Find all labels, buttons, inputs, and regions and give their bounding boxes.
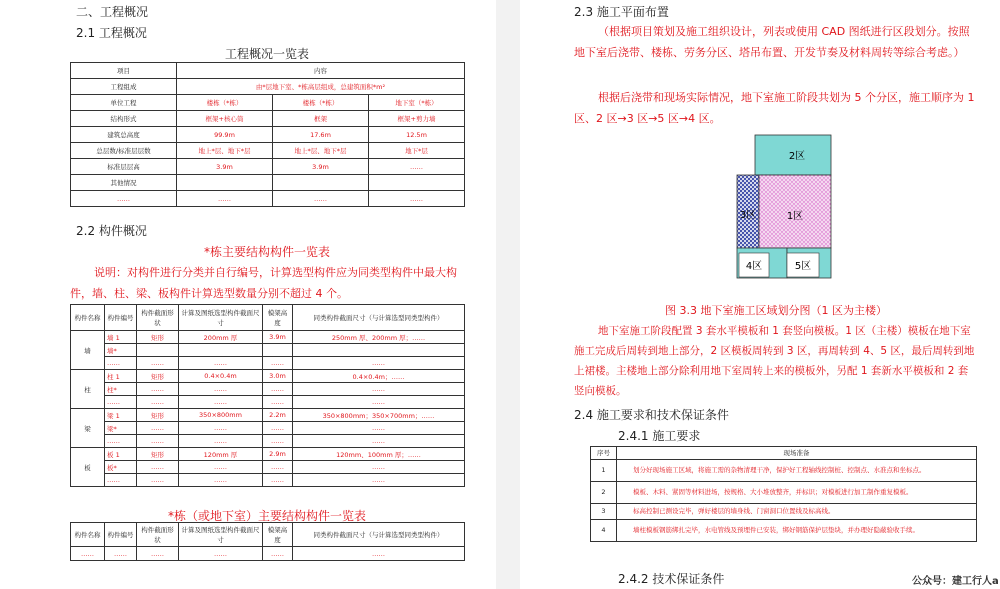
table-cell: 矩形 xyxy=(137,409,179,422)
construction-requirements-table xyxy=(590,446,977,542)
page-gutter xyxy=(496,0,520,589)
structural-members-table xyxy=(70,304,465,487)
table-cell: …… xyxy=(105,357,137,370)
table-cell: …… xyxy=(179,383,263,396)
section-heading: 二、工程概况 xyxy=(76,5,149,19)
table-row: 建筑总高度 99.9m 17.6m 12.5m xyxy=(71,127,465,143)
table-cell: …… xyxy=(179,435,263,448)
table-row xyxy=(71,461,465,474)
table-cell: …… xyxy=(105,396,137,409)
table-cell: …… xyxy=(137,422,179,435)
table-cell: …… xyxy=(263,474,293,487)
table-cell: 200mm 厚 xyxy=(179,331,263,344)
zone-label: 5区 xyxy=(794,261,812,272)
subsection-heading: 2.4.1 施工要求 xyxy=(618,429,701,443)
table-cell: 柱 1 xyxy=(105,370,137,383)
note-paragraph: 说明：对构件进行分类并自行编号，计算选型构件应为同类型构件中最大构件，墙、柱、梁、板构件计算选型数量分别不超过 4 个。 xyxy=(70,266,457,300)
table-cell: 矩形 xyxy=(137,331,179,344)
paragraph: 根据后浇带和现场实际情况，地下室施工阶段共划为 5 个分区，施工顺序为 1 区、2 区→3 区→5 区→4 区。 xyxy=(574,91,975,125)
table-cell: …… xyxy=(137,435,179,448)
table-cell: 3.0m xyxy=(263,370,293,383)
table-cell: 梁* xyxy=(105,422,137,435)
member-type-cell: 柱 xyxy=(71,370,105,409)
table-cell: 2.2m xyxy=(263,409,293,422)
table-cell: 板* xyxy=(105,461,137,474)
table-cell: …… xyxy=(179,474,263,487)
table-row xyxy=(71,409,465,422)
table-cell: …… xyxy=(263,435,293,448)
member-type-cell: 板 xyxy=(71,448,105,487)
zone-label: 1区 xyxy=(786,211,804,222)
table-row: 标准层层高 3.9m 3.9m …… xyxy=(71,159,465,175)
project-overview-table xyxy=(70,62,465,207)
table-cell: …… xyxy=(263,383,293,396)
table-cell: …… xyxy=(263,357,293,370)
table-row xyxy=(71,331,465,344)
table-title: 工程概况一览表 xyxy=(224,47,309,61)
table-row xyxy=(71,435,465,448)
table-cell: 柱* xyxy=(105,383,137,396)
table-header-row: 序号 现场准备 xyxy=(591,447,977,460)
table-cell xyxy=(137,344,179,357)
table-row xyxy=(71,383,465,396)
table-row: 结构形式 框架+核心筒 框架 框架+剪力墙 xyxy=(71,111,465,127)
table-cell: …… xyxy=(105,474,137,487)
table-cell: 350×800mm xyxy=(179,409,263,422)
table-row xyxy=(71,344,465,357)
member-type-cell: 墙 xyxy=(71,331,105,370)
table-cell: 墙 1 xyxy=(105,331,137,344)
table-cell: …… xyxy=(263,461,293,474)
table-row xyxy=(71,396,465,409)
table-cell: …… xyxy=(293,383,465,396)
table-row xyxy=(71,422,465,435)
section-heading: 2.4 施工要求和技术保证条件 xyxy=(574,408,729,422)
member-type-cell: 梁 xyxy=(71,409,105,448)
table-cell: 120mm、100mm 厚；…… xyxy=(293,448,465,461)
table-row: 其他情况 xyxy=(71,175,465,191)
section-heading: 2.2 构件概况 xyxy=(76,224,147,238)
table-cell: 梁 1 xyxy=(105,409,137,422)
table-cell: 2.9m xyxy=(263,448,293,461)
table-cell: …… xyxy=(293,435,465,448)
table-row: 2 模板、木料、紧固等材料进场，按规格、大小堆放整齐，并标识；对模板进行加工制作重复模板。 xyxy=(591,482,977,504)
table-cell: …… xyxy=(137,461,179,474)
document-page-left xyxy=(0,0,496,589)
table-cell: 350×800mm；350×700mm；…… xyxy=(293,409,465,422)
table-row xyxy=(71,448,465,461)
section-heading: 2.3 施工平面布置 xyxy=(574,5,669,19)
table-row: 工程组成 由*层地下室、*栋高层组成，总建筑面积*m² xyxy=(71,79,465,95)
table-cell: …… xyxy=(137,357,179,370)
table-cell: …… xyxy=(179,461,263,474)
paragraph: 地下室施工阶段配置 3 套水平模板和 1 套竖向模板。1 区（主楼）模板在地下室施工完成后周转到地上部分，2 区模板周转到 3 区，再周转到 4、5 区，最后周转到地上裙楼。主楼地上部分除利用地下室周转上来的模板外，另配 1 套新水平模板和 2 套竖向模板。 xyxy=(574,325,975,397)
table-row xyxy=(71,370,465,383)
table-cell xyxy=(263,344,293,357)
table-header-row: 项目 内容 xyxy=(71,63,465,79)
table-row: …… …… …… …… …… …… xyxy=(71,547,465,561)
table-row: 4 墙柱模板钢筋绑扎完毕，水电管线及预埋件已安装，绑好钢筋保护层垫块，并办理好隐蔽验收手续。 xyxy=(591,520,977,542)
table-title: *栋主要结构构件一览表 xyxy=(203,245,330,259)
table-cell: …… xyxy=(179,422,263,435)
table-row xyxy=(71,357,465,370)
table-cell: …… xyxy=(263,422,293,435)
table-cell xyxy=(293,344,465,357)
table-cell: …… xyxy=(293,422,465,435)
zone-division-diagram xyxy=(735,133,835,283)
table-cell: …… xyxy=(293,474,465,487)
table-cell: 矩形 xyxy=(137,448,179,461)
table-cell: 3.9m xyxy=(263,331,293,344)
table-header-row: 构件名称 构件编号 构件截面形状 计算及图纸选型构件截面尺寸 模架高度 同类构件截面尺寸（与计算选型同类型构件） xyxy=(71,523,465,547)
table-cell: …… xyxy=(293,461,465,474)
table-title: *栋（或地下室）主要结构构件一览表 xyxy=(167,509,366,523)
table-cell xyxy=(179,344,263,357)
table-row: …… …… …… …… xyxy=(71,191,465,207)
table-cell: 250mm 厚、200mm 厚；…… xyxy=(293,331,465,344)
table-cell: 矩形 xyxy=(137,370,179,383)
table-row: 3 标高控制已测设完毕，弹好楼层的墙身线、门窗洞口位置线及标高线。 xyxy=(591,504,977,520)
document-page-right xyxy=(520,0,1000,589)
subsection-heading: 2.4.2 技术保证条件 xyxy=(618,572,725,586)
table-cell: 墙* xyxy=(105,344,137,357)
figure-caption: 图 3.3 地下室施工区域划分图（1 区为主楼） xyxy=(665,304,887,317)
table-cell: 120mm 厚 xyxy=(179,448,263,461)
structural-members-table-2 xyxy=(70,522,465,561)
table-cell: …… xyxy=(293,396,465,409)
table-cell: 0.4×0.4m；…… xyxy=(293,370,465,383)
section-heading: 2.1 工程概况 xyxy=(76,26,147,40)
zone-label: 2区 xyxy=(788,151,806,162)
table-cell: …… xyxy=(179,396,263,409)
table-row: 1 划分好现场施工区域，将施工需的杂物清理干净，保护好工程轴线控制桩、控制点、水准点和坐标点。 xyxy=(591,460,977,482)
table-row: 单位工程 楼栋（*栋） 楼栋（*栋） 地下室（*栋） xyxy=(71,95,465,111)
table-cell: …… xyxy=(105,435,137,448)
table-cell: …… xyxy=(293,357,465,370)
table-cell: …… xyxy=(137,474,179,487)
table-cell: 0.4×0.4m xyxy=(179,370,263,383)
table-cell: …… xyxy=(137,383,179,396)
zone-label: 3区 xyxy=(739,210,757,221)
paragraph: （根据项目策划及施工组织设计，列表或使用 CAD 图纸进行区段划分。按照地下室后浇带、楼栋、劳务分区、塔吊布置、开发节奏及材料周转等综合考虑。） xyxy=(574,25,970,59)
table-cell: …… xyxy=(263,396,293,409)
table-row: 总层数/标准层层数 地上*层、地下*层 地上*层、地下*层 地下*层 xyxy=(71,143,465,159)
table-cell: 板 1 xyxy=(105,448,137,461)
table-header-row: 构件名称 构件编号 构件截面形状 计算及图纸选型构件截面尺寸 模架高度 同类构件截面尺寸（与计算选型同类型构件） xyxy=(71,305,465,331)
zone-label: 4区 xyxy=(745,261,763,272)
table-cell: …… xyxy=(179,357,263,370)
table-row xyxy=(71,474,465,487)
table-cell: …… xyxy=(137,396,179,409)
watermark: 公众号：建工行人a xyxy=(912,576,999,587)
